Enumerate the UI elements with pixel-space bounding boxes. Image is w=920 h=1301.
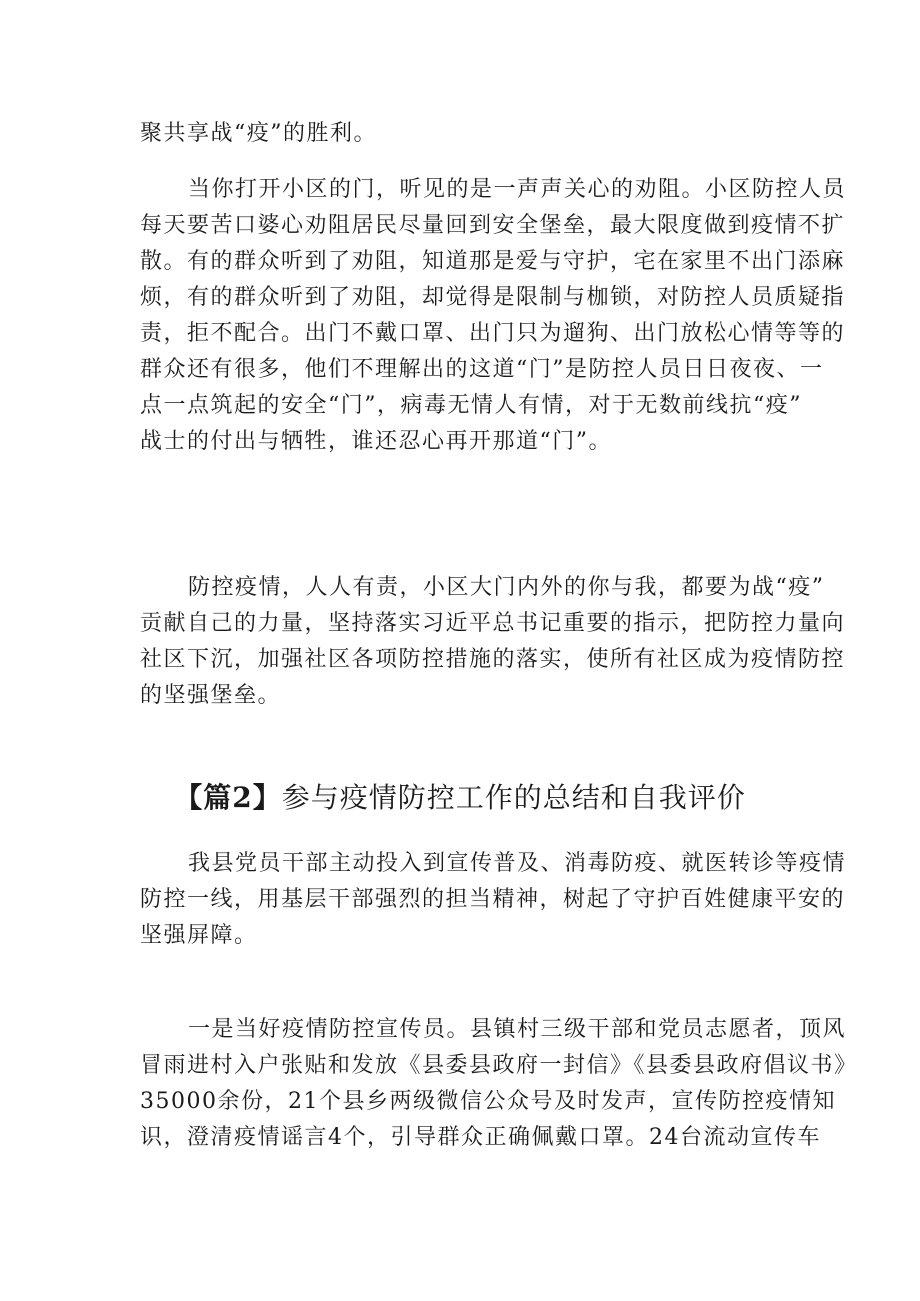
section-heading [140, 778, 780, 818]
paragraph-2-line-4: 烦，有的群众听到了劝阻，却觉得是限制与枷锁，对防控人员质疑指 [140, 285, 846, 310]
paragraph-4-line-2: 防控一线，用基层干部强烈的担当精神，树起了守护百姓健康平安的 [140, 887, 846, 912]
paragraph-2-line-1: 当你打开小区的门，听见的是一声声关心的劝阻。小区防控人员 [188, 177, 847, 202]
paragraph-2-line-3: 散。有的群众听到了劝阻，知道那是爱与守护，宅在家里不出门添麻 [140, 249, 846, 274]
paragraph-5-line-4: 识，澄清疫情谣言4个，引导群众正确佩戴口罩。24台流动宣传车 [140, 1125, 821, 1150]
paragraph-4-line-1: 我县党员干部主动投入到宣传普及、消毒防疫、就医转诊等疫情 [188, 851, 847, 876]
paragraph-3-line-4: 的坚强堡垒。 [140, 683, 282, 708]
paragraph-2 [140, 172, 847, 460]
paragraph-3-line-1: 防控疫情，人人有责，小区大门内外的你与我，都要为战“疫” [188, 575, 825, 600]
section-heading-label: 【篇2】 [174, 781, 282, 814]
paragraph-2-line-5: 责，拒不配合。出门不戴口罩、出门只为遛狗、出门放松心情等等的 [140, 321, 846, 346]
paragraph-3-line-3: 社区下沉，加强社区各项防控措施的落实，使所有社区成为疫情防控 [140, 647, 846, 672]
paragraph-5-line-1: 一是当好疫情防控宣传员。县镇村三级干部和党员志愿者，顶风 [188, 1017, 847, 1042]
paragraph-5-line-3: 35000余份，21个县乡两级微信公众号及时发声，宣传防控疫情知 [140, 1089, 836, 1114]
paragraph-4 [140, 846, 847, 954]
paragraph-4-line-3: 坚强屏障。 [140, 923, 258, 948]
paragraph-1 [140, 116, 780, 152]
paragraph-1-line-1: 聚共享战“疫”的胜利。 [140, 121, 377, 146]
section-heading-title: 参与疫情防控工作的总结和自我评价 [281, 781, 746, 814]
paragraph-5 [140, 1012, 858, 1156]
paragraph-5-line-2: 冒雨进村入户张贴和发放《县委县政府一封信》《县委县政府倡议书》 [140, 1053, 858, 1078]
paragraph-2-line-6: 群众还有很多，他们不理解出的这道“门”是防控人员日日夜夜、一 [140, 357, 824, 382]
paragraph-3 [140, 570, 846, 714]
paragraph-2-line-8: 战士的付出与牺牲，谁还忍心再开那道“门”。 [140, 429, 612, 454]
paragraph-3-line-2: 贡献自己的力量，坚持落实习近平总书记重要的指示，把防控力量向 [140, 611, 846, 636]
paragraph-2-line-7: 点一点筑起的安全“门”，病毒无情人有情，对于无数前线抗“疫” [140, 393, 802, 418]
paragraph-2-line-2: 每天要苦口婆心劝阻居民尽量回到安全堡垒，最大限度做到疫情不扩 [140, 213, 846, 238]
